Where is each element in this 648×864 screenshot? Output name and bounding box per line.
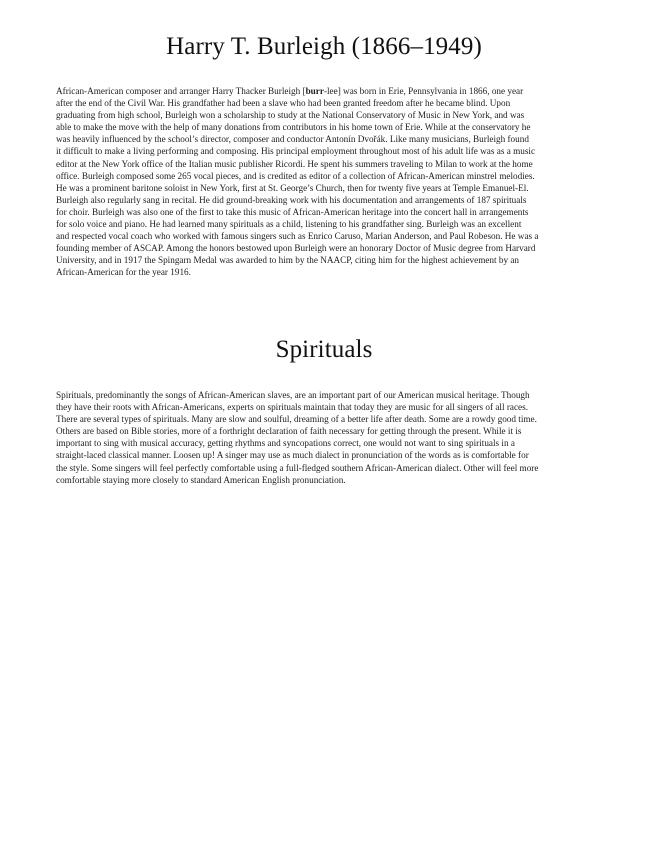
text-line: after the end of the Civil War. His grandfather had been a slave who had been granted freedom after he became blind. Upon <box>56 98 511 109</box>
pronunciation-stress: burr <box>305 86 324 96</box>
text-run: African-American composer and arranger Harry Thacker Burleigh [ <box>56 86 306 96</box>
text-line: the style. Some singers will feel perfectly comfortable using a full-fledged southern African-American dialect. Other will feel more <box>56 462 539 473</box>
text-line: was heavily influenced by the school’s director, composer and conductor Antonín Dvořák. Like many musicians, Burleigh found <box>56 134 529 145</box>
section-title-spirituals: Spirituals <box>275 336 373 363</box>
text-line: they have their roots with African-Americans, experts on spirituals maintain that today they are music for all singers of all races. <box>56 402 528 413</box>
text-line: University, and in 1917 the Spingarn Medal was awarded to him by the NAACP, citing him for the highest achievement by an <box>56 255 520 266</box>
text-line: it difficult to make a living performing and composing. His principal employment throughout most of his adult life was as a music <box>56 146 536 157</box>
text-line: graduating from high school, Burleigh won a scholarship to study at the National Conservatory of Music in New York, and was <box>56 110 525 121</box>
text-line: comfortable staying more closely to standard American English pronunciation. <box>56 474 346 485</box>
text-line: Spirituals, predominantly the songs of African-American slaves, are an important part of our American musical heritage. Though <box>56 390 530 400</box>
text-line: There are several types of spirituals. Many are slow and soulful, dreaming of a better life after death. Some are a rowdy good time. <box>56 414 537 425</box>
text-line: straight-laced classical manner. Loosen up! A singer may use as much dialect in pronunciation of the words as is comfortable for <box>56 450 529 461</box>
text-line: and respected vocal coach who worked with famous singers such as Enrico Caruso, Marian Anderson, and Paul Robeson. He was a <box>56 231 539 242</box>
text-line: African-American for the year 1916. <box>56 267 191 278</box>
text-line: able to make the move with the help of many donations from contributors in his home town of Erie. While at the conservatory he <box>56 122 531 133</box>
text-line: founding member of ASCAP. Among the honors bestowed upon Burleigh were an honorary Doctor of Music degree from Harvard <box>56 243 536 254</box>
text-line: He was a prominent baritone soloist in New York, first at St. George’s Church, then for twenty five years at Temple Emanuel-El. <box>56 182 529 193</box>
text-line: important to sing with musical accuracy, getting rhythms and syncopations correct, one would not want to sing spirituals in a <box>56 438 515 449</box>
text-line <box>56 85 594 97</box>
paragraph-burleigh-biography <box>56 85 594 279</box>
text-line: office. Burleigh composed some 265 vocal pieces, and is credited as editor of a collection of African-American minstrel melodies. <box>56 170 535 181</box>
text-line: for solo voice and piano. He had learned many spirituals as a child, listening to his grandfather sing. Burleigh was an excellent <box>56 219 522 230</box>
text-line: for choir. Burleigh was also one of the first to take this music of African-American heritage into the concert hall in arrangements <box>56 206 529 217</box>
text-line: Others are based on Bible stories, more of a forthright declaration of faith necessary for getting through the present. While it is <box>56 426 522 437</box>
section-title-burleigh: Harry T. Burleigh (1866–1949) <box>166 33 482 60</box>
text-run: -lee] was born in Erie, Pennsylvania in 1866, one year <box>323 86 524 96</box>
text-line: Burleigh also regularly sang in recital. He did ground-breaking work with his documentation and arrangements of 187 spirituals <box>56 194 527 205</box>
paragraph-spirituals <box>56 389 594 486</box>
text-line: editor at the New York office of the Italian music publisher Ricordi. He spent his summers traveling to Milan to work at the home <box>56 158 533 169</box>
